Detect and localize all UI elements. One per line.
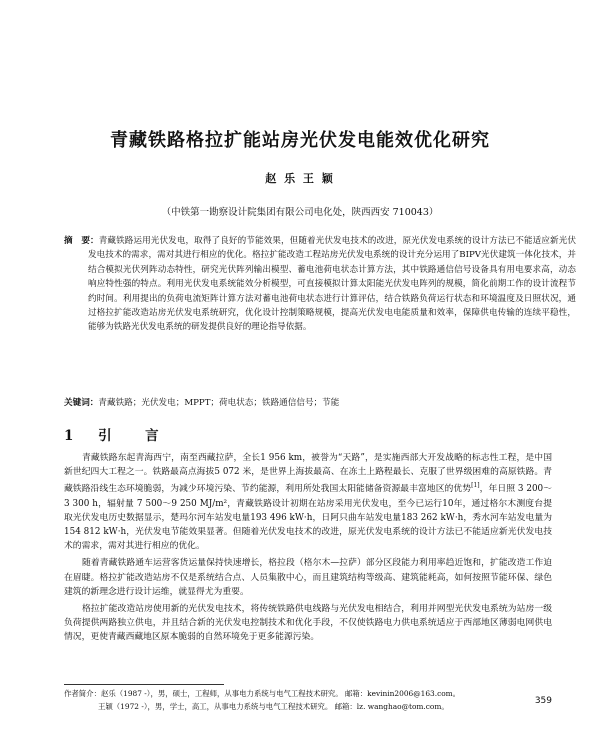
- citation-ref: [1]: [471, 482, 480, 490]
- affiliation: （中铁第一勘察设计院集团有限公司电化处，陕西西安 710043）: [161, 207, 439, 218]
- keywords-text: 青藏铁路；光伏发电；MPPT；荷电状态；铁路通信信号；节能: [98, 398, 340, 408]
- section-body: [64, 451, 552, 648]
- paragraph-3: 格拉扩能改造站房使用新的光伏发电技术，将传统铁路供电线路与光伏发电相结合，利用并网型光伏发电系统为站房一级负荷提供两路独立供电，并且结合新的光伏发电控制技术和优化手段，不仅使铁路电力供电系统适应于西部地区薄弱电网供电情况，更使青藏西藏地区原本脆弱的自然环境免于更多能源污染。: [64, 603, 552, 643]
- footnote-rule: [64, 684, 224, 685]
- authors: 赵 乐 王 颖: [265, 172, 335, 185]
- keywords-label: 关键词：: [64, 398, 99, 408]
- footnotes: [64, 688, 554, 713]
- footnote-author-2: 王颖（1972 -），男，学士，高工，从事电力系统与电气工程技术研究。 邮箱：lz. wanghao@tom.com。: [98, 701, 449, 711]
- page-number: 359: [534, 696, 552, 706]
- section-title: 引 言: [98, 428, 169, 444]
- footnote-author-1: 作者简介：赵乐（1987 -），男，硕士，工程师，从事电力系统与电气工程技术研究。 邮箱：kevinin2006@163.com。: [64, 689, 461, 698]
- section-number: 1: [64, 428, 84, 444]
- abstract-text: 青藏铁路运用光伏发电，取得了良好的节能效果，但随着光伏发电技术的改进，原光伏发电系统的设计方法已不能适应新光伏发电技术的需求，需对其进行相应的优化。格拉扩能改造工程站房光伏发电系统的设计充分运用了BIPV光伏建筑一体化技术，并结合模拟光伏列阵动态特性，研究光伏阵列输出模型、蓄电池荷电状态计算方法，其中铁路通信信号设备具有用电要求高，动态响应特性强的特点。利用光伏发电系统能效分析模型，可直接模拟计算太阳能光伏发电阵列的规模，简化前期工作的设计流程节约时间。利用提出的负荷电流矩阵计算方法对蓄电池荷电状态进行计算评估，结合铁路负荷运行状态和环境温度及日照状况，通过格拉扩能改造站房光伏发电系统研究，优化设计控制策略规模，提高光伏发电电能质量和效率，保障供电传输的连续平稳性，能够为铁路光伏发电系统的研发提供良好的理论指导依据。: [88, 236, 576, 333]
- paragraph-1: [64, 451, 552, 553]
- abstract-label: 摘 要：: [64, 236, 99, 246]
- paragraph-1-part-a: 青藏铁路东起青海西宁，南至西藏拉萨，全长1 956 km，被誉为“天路”，是实施西部大开发战略的标志性工程，是中国新世纪四大工程之一。铁路最高点海拔5 072 米，是世界上海拔最高、在冻土上路程最长、克服了世界级困难的高原铁路。青藏铁路沿线生态环境脆弱，为减少环境污染、节约能源，利用所处我国太阳能储备资源最丰富地区的优势: [64, 453, 552, 495]
- paper-title: 青藏铁路格拉扩能站房光伏发电能效优化研究: [110, 130, 490, 151]
- section-heading: [64, 424, 169, 444]
- paragraph-1-part-b: ，年日照 3 200～3 300 h，辐射量 7 500～9 250 MJ/m²，青藏铁路设计初期在站房采用光伏发电，至今已运行10年，通过格尔木测度台提取光伏发电历史数据显示，楚玛尔河车站发电量193 496 kW·h，日阿只曲车站发电量183 262 kW·h，秀水河车站发电量为154 812 kW·h，光伏发电节能效果显著。但随着光伏发电技术的改进，原光伏发电系统的设计方法已不能适应新光伏发电技术的需求，需对其进行相应的优化。: [64, 484, 552, 552]
- abstract: [64, 234, 576, 335]
- keywords: [64, 396, 552, 410]
- paragraph-2: 随着青藏铁路通车运营客货运量保持快速增长，格拉段（格尔木—拉萨）部分区段能力利用率趋近饱和，扩能改造工作迫在眉睫。格拉扩能改造站房不仅是系统结合点、人员集散中心，而且建筑结构等级高、建筑能耗高，如何按照节能环保、绿色建筑的新理念进行设计运维，就显得尤为重要。: [64, 558, 552, 597]
